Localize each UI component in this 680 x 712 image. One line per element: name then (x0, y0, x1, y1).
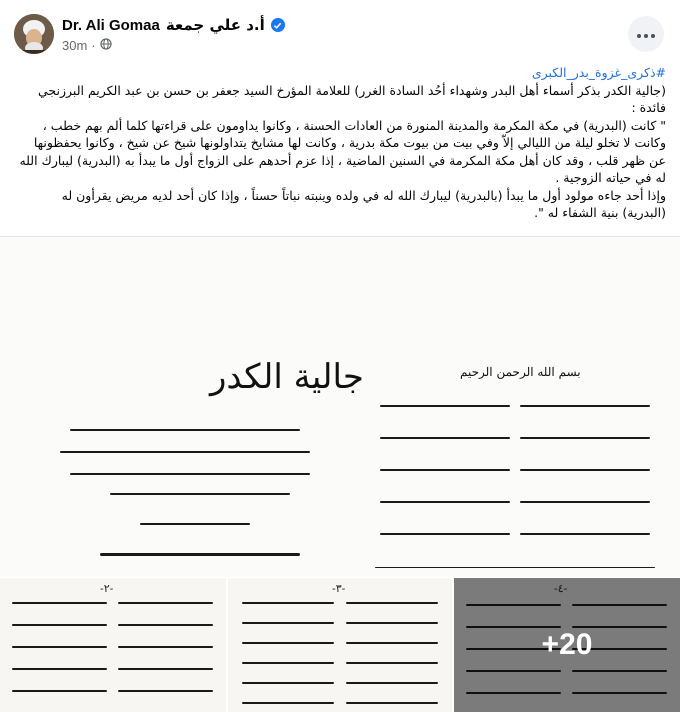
post-line-3: " كانت (البدرية) في مكة المكرمة والمدينة المنورة من العادات الحسنة ، وكانوا يداومون على قراءتها كلما ألم بهم خطب ، وكانت لا تخلو ليلة من الليالي إلاّ وفي بيت من بيوت مكة بدرية ، وكانت لها مشايخ يتداولونها شيخ عن شيخ ، وكانوا يحفظونها عن ظهر قلب ، وقد كان أهل مكة المكرمة في السنين الماضية ، إذا عزم أحدهم على الزواج أول ما يبدأ به (البدرية) ليبارك الله له في حياته الزوجية . (19, 117, 666, 185)
gallery-photo-2[interactable] (0, 578, 226, 712)
post-text (16, 64, 666, 222)
post-meta: 30m · (62, 38, 112, 53)
author-name[interactable]: Dr. Ali Gomaa (62, 16, 160, 34)
gallery-photo-1[interactable] (0, 236, 680, 577)
manuscript-basmala: بسم الله الرحمن الرحيم (460, 365, 581, 379)
post-line-2: فائدة : (631, 100, 666, 115)
gallery-photo-3[interactable] (228, 578, 452, 712)
manuscript-title: جالية الكدر (210, 357, 364, 397)
page-number: -٢- (100, 582, 114, 595)
post-time[interactable]: 30m (62, 38, 88, 53)
post-options-button[interactable] (628, 16, 664, 52)
avatar[interactable] (14, 14, 54, 54)
author-line (62, 16, 285, 34)
more-photos-count: +20 (541, 628, 593, 661)
gallery-photo-4[interactable] (454, 578, 680, 712)
ellipsis-icon (637, 25, 655, 43)
more-photos-overlay[interactable] (454, 578, 680, 712)
photo-gallery (0, 236, 680, 712)
page-number: -٣- (332, 582, 346, 595)
page-number: -٤- (554, 582, 568, 595)
post-line-4: وإذا أحد جاءه مولود أول ما يبدأ (بالبدرية) ليبارك الله له في ولده وينبته نباتاً حسناً ، وإذا كان أحد لديه مريض يقرأون له (البدرية) بنية الشفاء له ". (61, 187, 666, 220)
globe-icon (100, 38, 112, 53)
verified-badge-icon (271, 18, 285, 32)
hashtag-link[interactable]: #ذكرى_غزوة_بدر_الكبرى (531, 65, 666, 80)
post-line-1: (جالية الكدر بذكر أسماء أهل البدر وشهداء أحُد السادة الغرر) للعلامة المؤرخ السيد جعفر بن حسن بن عبد الكريم البرزنجي (38, 82, 666, 98)
author-name-arabic[interactable]: أ.د علي جمعة (165, 16, 265, 34)
